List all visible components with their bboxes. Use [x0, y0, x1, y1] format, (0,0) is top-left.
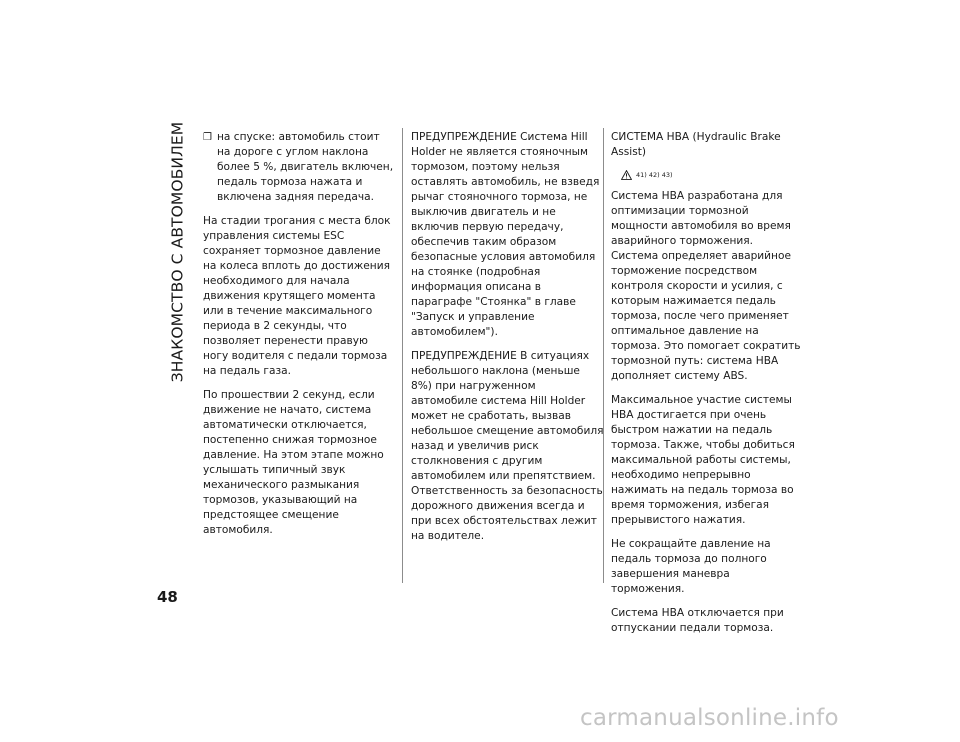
column-divider — [603, 128, 604, 583]
section-title — [160, 121, 194, 383]
warning-paragraph: ПРЕДУПРЕЖДЕНИЕ Система Hill Holder не является стояночным тормозом, поэтому нельзя оставлять автомобиль, не взведя рычаг стояночного тормоза, не выключив двигатель и не включив первую передачу, обеспечив таким образом безопасные условия автомобиля на стоянке (подробная информация описана в параграфе "Стоянка" в главе "Запуск и управление автомобилем"). — [411, 131, 600, 338]
bullet-text: на спуске: автомобиль стоит на дороге с углом наклона более 5 %, двигатель включен, педаль тормоза нажата и включена задняя передача. — [217, 131, 394, 203]
text-column-3 — [611, 130, 803, 645]
paragraph: Максимальное участие системы HBA достигается при очень быстром нажатии на педаль тормоза. Также, чтобы добиться максимальной работы системы, необходимо непрерывно нажимать на педаль тормоза во время торможения, избегая прерывистого нажатия. — [611, 394, 795, 526]
paragraph: Не сокращайте давление на педаль тормоза до полного завершения маневра торможения. — [611, 538, 771, 595]
warning-triangle-icon — [621, 170, 632, 180]
bullet-item — [203, 130, 395, 205]
warning-reference — [621, 167, 803, 183]
section-title-text: ЗНАКОМСТВО С АВТОМОБИЛЕМ — [168, 121, 187, 383]
paragraph: На стадии трогания с места блок управления системы ESC сохраняет тормозное давление на колеса вплоть до достижения необходимого для начала движения крутящего момента или в течение максимального периода в 2 секунды, что позволяет перенести правую ногу водителя с педали тормоза на педаль газа. — [203, 215, 391, 377]
page-number: 48 — [157, 588, 178, 606]
watermark: carmanualsonline.info — [580, 705, 839, 731]
section-heading: СИСТЕМА HBA (Hydraulic Brake Assist) — [611, 131, 781, 158]
bullet-box-icon: ❒ — [203, 132, 212, 143]
paragraph: Система HBA разработана для оптимизации тормозной мощности автомобиля во время аварийного торможения. Система определяет аварийное торможение посредством контроля скорости и усилия, с которым нажимается педаль тормоза, после чего применяет оптимальное давление на тормоза. Это помогает сократить тормозной путь: система HBA дополняет систему ABS. — [611, 190, 801, 382]
warning-refs: 41) 42) 43) — [636, 170, 673, 179]
paragraph: По прошествии 2 секунд, если движение не начато, система автоматически отключается, постепенно снижая тормозное давление. На этом этапе можно услышать типичный звук механического размыкания тормозов, указывающий на предстоящее смещение автомобиля. — [203, 389, 384, 536]
paragraph: Система HBA отключается при отпускании педали тормоза. — [611, 607, 784, 634]
text-column-1 — [203, 130, 395, 547]
text-column-2 — [411, 130, 604, 553]
column-divider — [402, 128, 403, 583]
warning-paragraph: ПРЕДУПРЕЖДЕНИЕ В ситуациях небольшого наклона (меньше 8%) при нагруженном автомобиле система Hill Holder может не сработать, вызвав небольшое смещение автомобиля назад и увеличив риск столкновения с другим автомобилем или препятствием. Ответственность за безопасность дорожного движения всегда и при всех обстоятельствах лежит на водителе. — [411, 350, 604, 542]
